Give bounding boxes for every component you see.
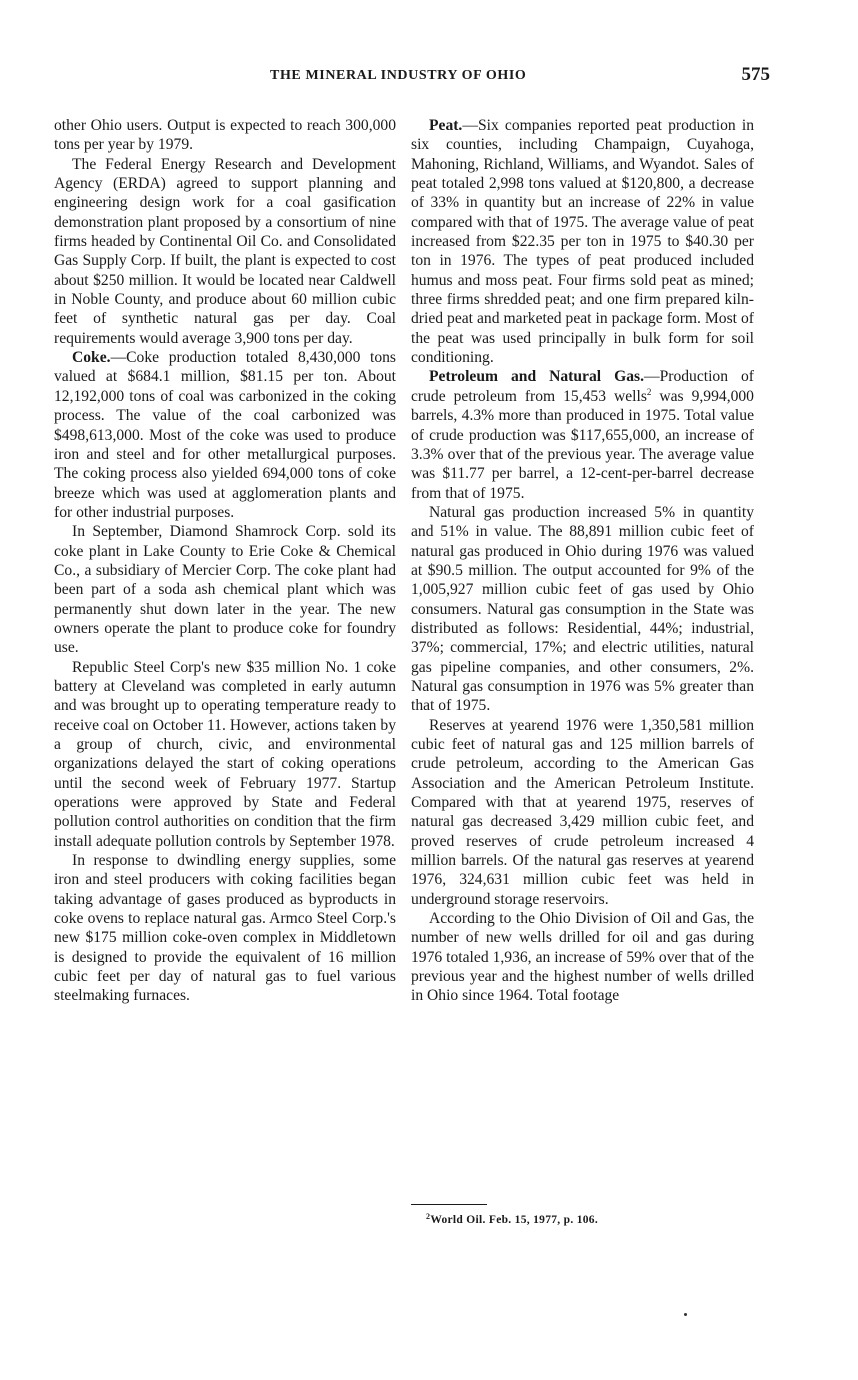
footnote-marker: 2 [426, 1212, 431, 1221]
peat-body: —Six companies reported peat production in six counties, including Champaign, Cuyahoga, Mahoning, Richland, Williams, and Wyandot. Sales of peat totaled 2,998 tons valued at $120,800, a decrease of 33% in quantity but an increase of 22% in value compared with that of 1975. The average value of peat increased from $22.35 per ton in 1975 to $40.30 per ton in 1976. The types of peat produced included humus and moss peat. Four firms sold peat as mined; three firms shredded peat; and one firm prepared kiln-dried peat and marketed peat in package form. Most of the peat was used principally in bulk form for soil conditioning. [411, 117, 754, 367]
footnote-reference[interactable]: 2 [646, 386, 652, 397]
paragraph-natural-gas: Natural gas production increased 5% in quantity and 51% in value. The 88,891 million cubic feet of natural gas produced in Ohio during 1976 was valued at $90.5 million. The output accounted for 9% of the 1,005,927 million cubic feet of gas used by Ohio consumers. Natural gas consumption in the State was distributed as follows: Residential, 44%; industrial, 37%; commercial, 17%; and electric utilities, natural gas pipeline companies, and other consumers, 2%. Natural gas consumption in 1976 was 5% greater than that of 1975. [411, 503, 754, 715]
page-header [270, 64, 770, 88]
coke-heading: Coke. [72, 349, 111, 367]
paragraph-wells-drilled: According to the Ohio Division of Oil and Gas, the number of new wells drilled for oil and gas during 1976 totaled 1,936, an increase of 59% over that of the previous year and the highest number of wells drilled in Ohio since 1964. Total footage [411, 910, 754, 1005]
paragraph-peat [411, 116, 754, 367]
petroleum-heading: Petroleum and Natural Gas. [429, 368, 644, 386]
paragraph-ohio-users: other Ohio users. Output is expected to reach 300,000 tons per year by 1979. [54, 117, 396, 154]
petroleum-body-a: —Production of crude petroleum from 15,453 wells [411, 368, 754, 405]
right-column [411, 116, 754, 1006]
print-speck [684, 1313, 687, 1316]
left-column [54, 116, 396, 1006]
footnote [426, 1214, 598, 1226]
footnote-text: World Oil. Feb. 15, 1977, p. 106. [430, 1214, 599, 1226]
paragraph-diamond-shamrock: In September, Diamond Shamrock Corp. sold its coke plant in Lake County to Erie Coke & Chemical Co., a subsidiary of Mercier Corp. The coke plant had been part of a soda ash chemical plant which was permanently shut down later in the year. The new owners operate the plant to produce coke for foundry use. [54, 523, 396, 657]
peat-heading: Peat. [429, 117, 463, 134]
petroleum-body-b: was 9,994,000 barrels, 4.3% more than produced in 1975. Total value of crude production was $117,655,000, an increase of 3.3% over that of the previous year. The average value was $11.77 per barrel, a 12-cent-per-barrel decrease from that of 1975. [411, 387, 754, 502]
page-number: 575 [741, 64, 770, 85]
paragraph-republic-steel: Republic Steel Corp's new $35 million No. 1 coke battery at Cleveland was completed in early autumn and was brought up to operating temperature ready to receive coal on October 11. However, actions taken by a group of church, civic, and environmental organizations delayed the start of coking operations until the second week of February 1977. Startup operations were approved by State and Federal pollution control authorities on condition that the firm install adequate pollution controls by September 1978. [54, 658, 396, 850]
paragraph-coke [54, 348, 396, 522]
paragraph-erda: The Federal Energy Research and Development Agency (ERDA) agreed to support planning and engineering design work for a coal gasification demonstration plant proposed by a consortium of nine firms headed by Continental Oil Co. and Consolidated Gas Supply Corp. If built, the plant is expected to cost about $250 million. It would be located near Caldwell in Noble County, and produce about 60 million cubic feet of synthetic natural gas per day. Coal requirements would average 3,900 tons per day. [54, 155, 396, 347]
footnote-divider [411, 1204, 487, 1205]
paragraph-armco: In response to dwindling energy supplies, some iron and steel producers with coking facilities began taking advantage of gases produced as byproducts in coke ovens to replace natural gas. Armco Steel Corp.'s new $175 million coke-oven complex in Middletown is designed to provide the equivalent of 16 million cubic feet per day of natural gas to fuel various steelmaking furnaces. [54, 852, 396, 1005]
paragraph-petroleum [411, 367, 754, 502]
running-head: THE MINERAL INDUSTRY OF OHIO [270, 68, 527, 83]
paragraph-reserves: Reserves at yearend 1976 were 1,350,581 million cubic feet of natural gas and 125 million barrels of crude petroleum, according to the American Gas Association and the American Petroleum Institute. Compared with that at yearend 1975, reserves of natural gas decreased 3,429 million cubic feet, and proved reserves of crude petroleum increased 4 million barrels. Of the natural gas reserves at yearend 1976, 324,631 million cubic feet was held in underground storage reservoirs. [411, 716, 754, 908]
coke-body: —Coke production totaled 8,430,000 tons valued at $684.1 million, $81.15 per ton. About 12,192,000 tons of coal was carbonized in the coking process. The value of the coal carbonized was $498,613,000. Most of the coke was used to produce iron and steel and for other metallurgical purposes. The coking process also yielded 694,000 tons of coke breeze which was used at agglomeration plants and for other industrial purposes. [54, 349, 396, 521]
